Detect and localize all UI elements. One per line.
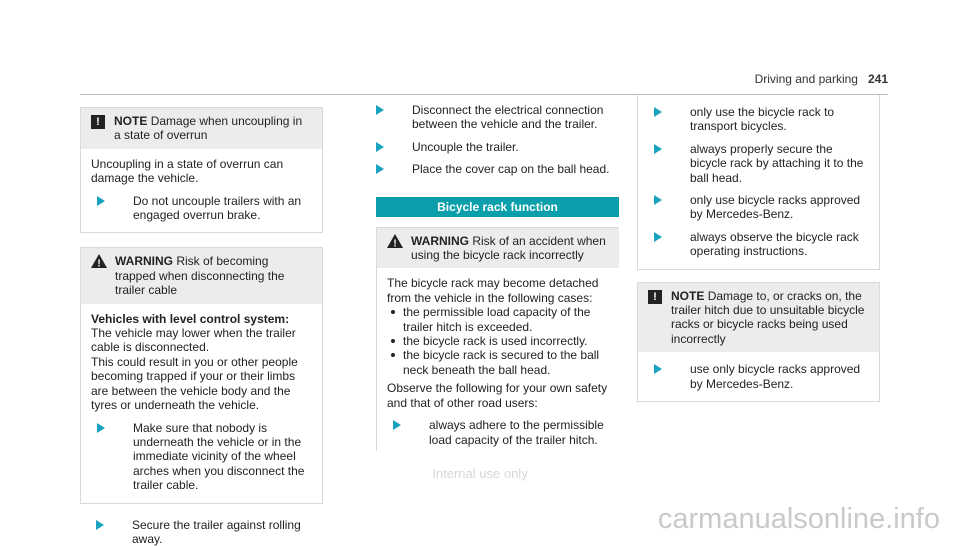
step-arrow-icon [376, 105, 394, 115]
warning-box-bicycle [376, 227, 619, 451]
step-arrow-icon [97, 196, 115, 206]
column-2 [376, 103, 619, 451]
warning-body-rest: The vehicle may lower when the trailer cable is disconnected. [91, 326, 296, 355]
warning-step [91, 421, 312, 493]
page-header [755, 72, 888, 86]
warning-text: Risk of an accident when using the bicycle rack incorrectly [411, 233, 606, 263]
step-arrow-icon [654, 107, 672, 117]
step-item [648, 105, 869, 134]
bullet-dot-icon [391, 310, 395, 314]
note-box-overrun [80, 107, 323, 233]
bullet-dot-icon [391, 353, 395, 357]
note-title: NOTE [671, 288, 705, 303]
warning-step-text: Make sure that nobody is underneath the vehicle or in the immediate vicinity of the wheel arches when you disconnect the trailer cable. [133, 420, 305, 493]
bullet-text: the permissible load capacity of the trailer hitch is exceeded. [403, 305, 591, 334]
warning-triangle-icon [387, 234, 403, 251]
svg-text:!: ! [393, 238, 397, 248]
step-arrow-icon [654, 144, 672, 154]
step-arrow-icon [376, 142, 394, 152]
warning-triangle-icon [91, 254, 107, 271]
column-3 [637, 95, 880, 402]
bullet-text: the bicycle rack is used incorrectly. [403, 334, 588, 349]
note-icon: ! [91, 115, 105, 129]
step-arrow-icon [393, 420, 411, 430]
step-arrow-icon [96, 520, 114, 530]
final-step-text: Secure the trailer against rolling away. [132, 517, 301, 546]
warning-step [387, 418, 609, 447]
step-item [648, 142, 869, 185]
warning-text: Risk of becoming trapped when disconnecting the trailer cable [115, 254, 285, 298]
bullet-item [387, 305, 609, 334]
step-arrow-icon [654, 232, 672, 242]
step-text: always properly secure the bicycle rack by attaching it to the ball head. [690, 141, 864, 185]
note-step [648, 362, 869, 391]
site-watermark: carmanualsonline.info [657, 503, 940, 535]
bullet-text: the bicycle rack is secured to the ball neck beneath the ball head. [403, 348, 600, 377]
step-item [648, 193, 869, 222]
svg-text:!: ! [97, 258, 101, 269]
watermark-text: Internal use only [432, 466, 528, 481]
note-step-text: use only bicycle racks approved by Mercedes-Benz. [690, 362, 861, 391]
final-step [80, 518, 323, 546]
step-arrow-icon [654, 364, 672, 374]
step-text: Place the cover cap on the ball head. [412, 162, 610, 177]
step-text: Uncouple the trailer. [412, 139, 519, 154]
note-step-text: Do not uncouple trailers with an engaged overrun brake. [133, 193, 302, 223]
step-uncouple [376, 140, 619, 154]
note-text: Damage when uncoupling in a state of overrun [114, 114, 303, 143]
note-box-bicycle [637, 282, 880, 402]
warning-title: WARNING [411, 233, 469, 248]
bullet-dot-icon [391, 339, 395, 343]
note-step [91, 194, 312, 223]
step-text: Disconnect the electrical connection between the vehicle and the trailer. [412, 103, 604, 132]
step-text: only use the bicycle rack to transport bicycles. [690, 105, 835, 134]
warning-step-text: always adhere to the permissible load capacity of the trailer hitch. [429, 418, 604, 447]
section-title: Bicycle rack function [376, 197, 619, 217]
warning-body: The bicycle rack may become detached from the vehicle in the following cases: [387, 276, 599, 305]
note-header [638, 283, 879, 353]
section-name: Driving and parking [754, 72, 858, 86]
bullet-item [387, 348, 609, 377]
warning-header [81, 248, 322, 303]
warning-header [377, 228, 619, 269]
note-icon: ! [648, 290, 662, 304]
bullet-item [387, 334, 609, 348]
warning-body [91, 312, 312, 355]
note-title: NOTE [114, 114, 148, 128]
step-arrow-icon [376, 164, 394, 174]
step-text: only use bicycle racks approved by Mercedes-Benz. [690, 193, 861, 222]
note-header [81, 108, 322, 149]
step-text: always observe the bicycle rack operating instructions. [690, 229, 859, 259]
step-cover-cap [376, 162, 619, 176]
warning-title: WARNING [115, 254, 173, 269]
note-text: Damage to, or cracks on, the trailer hitch due to unsuitable bicycle racks or bicycle racks being used incorrectly [671, 288, 865, 346]
step-item [648, 230, 869, 259]
warning-body-2: This could result in you or other people becoming trapped if your or their limbs are between the vehicle body and the tyres or underneath the vehicle. [91, 354, 298, 413]
warning-body-bold: Vehicles with level control system: [91, 311, 290, 326]
step-arrow-icon [97, 423, 115, 433]
continued-steps-box [637, 95, 880, 270]
step-arrow-icon [654, 195, 672, 205]
note-body: Uncoupling in a state of overrun can damage the vehicle. [91, 156, 284, 186]
step-disconnect [376, 103, 619, 132]
warning-body-2: Observe the following for your own safety and that of other road users: [387, 381, 608, 410]
page-number: 241 [867, 72, 888, 86]
